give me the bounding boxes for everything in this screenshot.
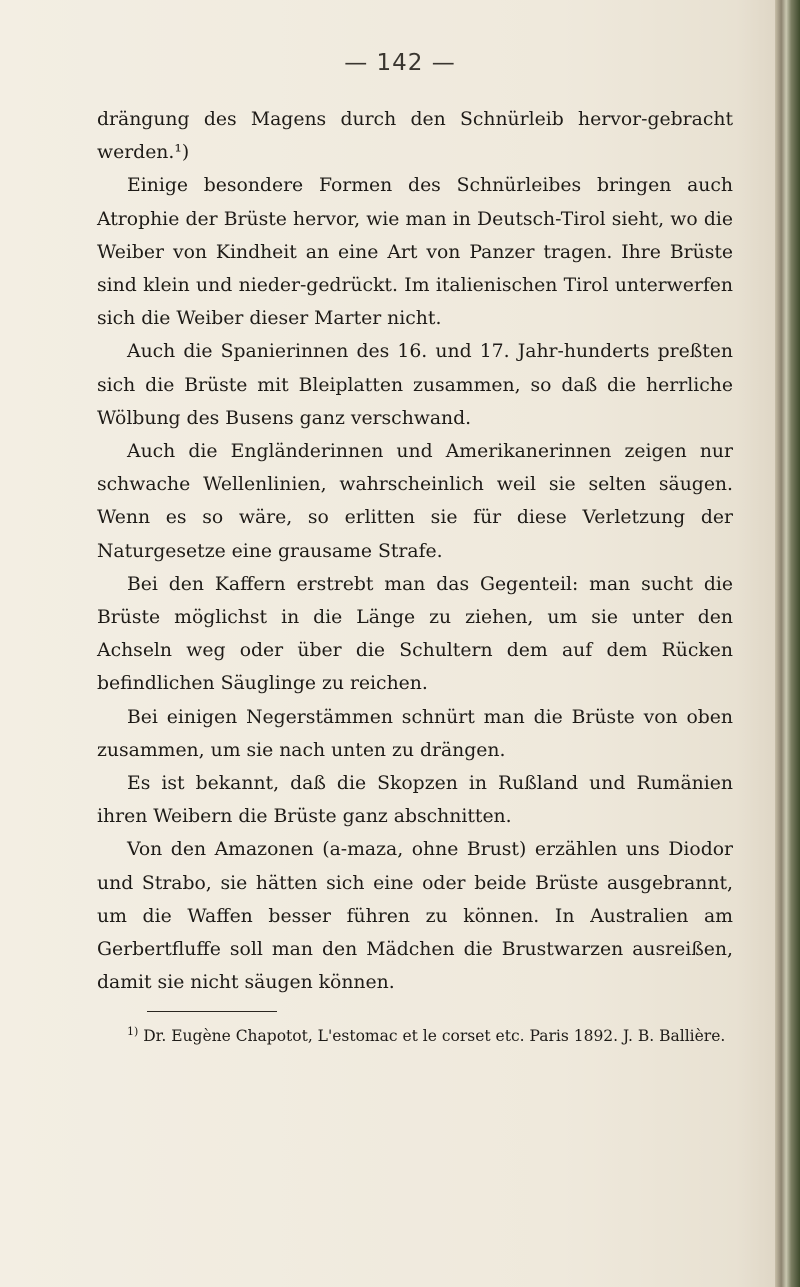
paragraph: Bei den Kaffern erstrebt man das Gegenteil: man sucht die Brüste möglichst in die Länge zu ziehen, um sie unter den Achseln weg oder über die Schultern dem auf dem Rücken befindlichen Säuglinge zu reichen. — [97, 573, 733, 695]
paragraph: Bei einigen Negerstämmen schnürt man die Brüste von oben zusammen, um sie nach unten zu drängen. — [97, 706, 733, 761]
paragraph: Einige besondere Formen des Schnürleibes bringen auch Atrophie der Brüste hervor, wie man in Deutsch-Tirol sieht, wo die Weiber von Kindheit an eine Art von Panzer tragen. Ihre Brüste sind klein und nieder-gedrückt. Im italienischen Tirol unterwerfen sich die Weiber dieser Marter nicht. — [97, 175, 733, 330]
body-text — [97, 103, 733, 999]
paragraph: drängung des Magens durch den Schnürleib hervor-gebracht werden.¹) — [97, 109, 733, 164]
footnote-text: Dr. Eugène Chapotot, L'estomac et le corset etc. Paris 1892. J. B. Ballière. — [143, 1027, 726, 1045]
paragraph: Es ist bekannt, daß die Skopzen in Rußland und Rumänien ihren Weibern die Brüste ganz abschnitten. — [97, 773, 733, 828]
footnote-divider — [147, 1011, 277, 1012]
paragraph: Auch die Engländerinnen und Amerikanerinnen zeigen nur schwache Wellenlinien, wahrscheinlich weil sie selten säugen. Wenn es so wäre, so erlitten sie für diese Verletzung der Naturgesetze eine grausame Strafe. — [97, 441, 733, 562]
footnote-mark: 1) — [127, 1024, 139, 1038]
paragraph: Von den Amazonen (a-maza, ohne Brust) erzählen uns Diodor und Strabo, sie hätten sich eine oder beide Brüste ausgebrannt, um die Waffen besser führen zu können. In Australien am Gerbertfluffe soll man den Mädchen die Brustwarzen ausreißen, damit sie nicht säugen können. — [97, 839, 733, 994]
page-edge — [775, 0, 800, 1287]
paragraph: Auch die Spanierinnen des 16. und 17. Jahr-hunderts preßten sich die Brüste mit Bleiplatten zusammen, so daß die herrliche Wölbung des Busens ganz verschwand. — [97, 341, 733, 429]
footnote — [97, 1022, 733, 1050]
page-number: — 142 — — [344, 50, 456, 76]
